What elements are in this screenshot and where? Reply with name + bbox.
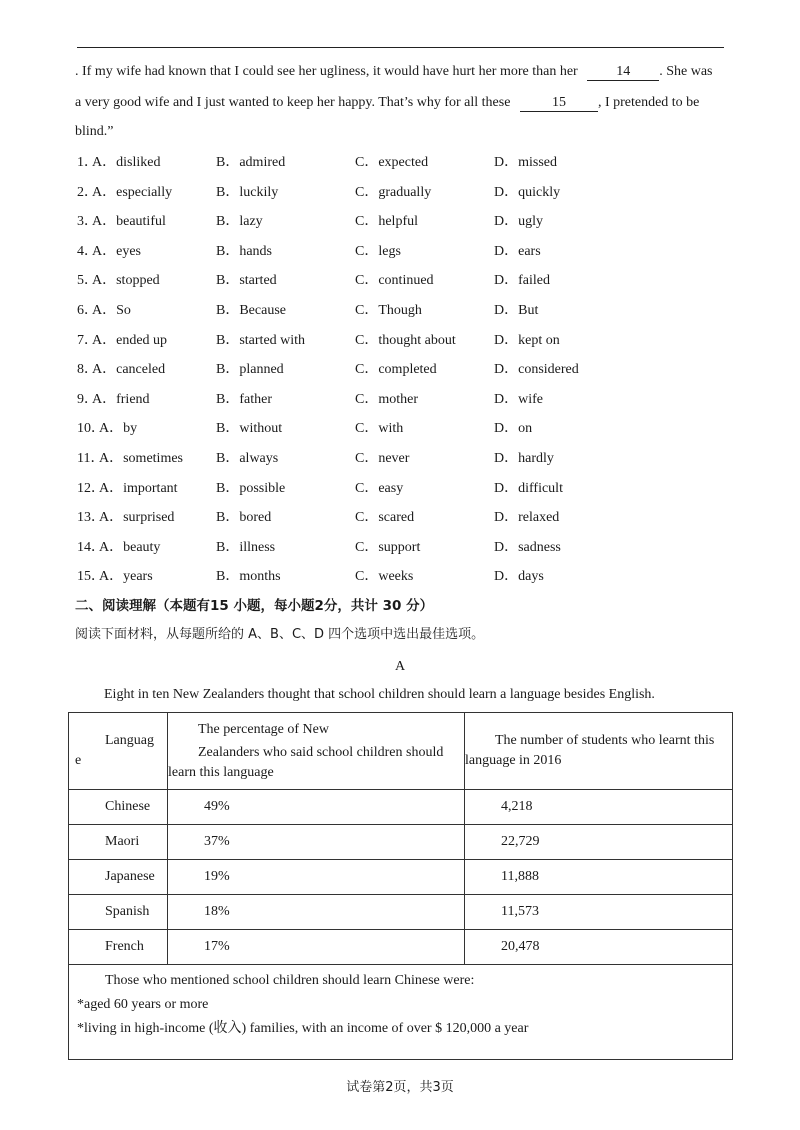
header-percentage-line-1: The percentage of New <box>198 721 329 737</box>
option-c: C．helpful <box>355 214 418 230</box>
cell-percent: 49% <box>168 790 465 825</box>
option-b: B．father <box>216 391 272 407</box>
option-c: C．never <box>355 451 410 466</box>
question-row <box>77 538 717 558</box>
cell-language: Spanish <box>69 895 168 930</box>
option-d: D．But <box>494 303 539 318</box>
option-d: D．hardly <box>494 451 554 466</box>
option-c: C．weeks <box>355 569 414 585</box>
option-c: C．continued <box>355 273 434 289</box>
option-c: C．legs <box>355 243 401 259</box>
option-a: A．years <box>99 569 153 585</box>
question-row <box>77 508 717 528</box>
table-row <box>69 930 733 965</box>
cell-students: 20,478 <box>465 930 733 965</box>
option-d: D．considered <box>494 362 579 378</box>
table-note-row <box>69 965 733 1060</box>
question-row <box>77 390 717 410</box>
option-b: B．lazy <box>216 214 263 230</box>
question-number: 5． <box>77 273 98 289</box>
passage-line-3: blind.” <box>75 124 114 139</box>
question-row <box>77 153 717 173</box>
question-number: 7． <box>77 332 98 348</box>
header-percentage <box>168 713 465 790</box>
cell-language: French <box>69 930 168 965</box>
option-b: B．hands <box>216 243 272 259</box>
option-b: B．luckily <box>216 184 279 200</box>
table-row <box>69 790 733 825</box>
option-c: C．gradually <box>355 184 432 200</box>
cell-percent: 18% <box>168 895 465 930</box>
option-b: B．without <box>216 421 283 437</box>
option-d: D．sadness <box>494 539 561 555</box>
option-a: A．important <box>99 480 178 496</box>
question-number: 3． <box>77 214 98 230</box>
passage-intro: Eight in ten New Zealanders thought that school children should learn a language besides English. <box>104 687 655 702</box>
cell-students: 11,888 <box>465 860 733 895</box>
note-line-3: *living in high-income (收入) families, with an income of over $ 120,000 a year <box>77 1021 529 1036</box>
option-c: C．scared <box>355 510 415 526</box>
option-a: A．disliked <box>92 155 161 170</box>
option-a: A．canceled <box>92 362 166 378</box>
option-a: A．surprised <box>99 510 175 526</box>
option-d: D．quickly <box>494 184 561 200</box>
option-c: C．thought about <box>355 332 456 348</box>
option-a: A．beauty <box>99 539 161 555</box>
option-d: D．on <box>494 421 533 437</box>
option-c: C．Though <box>355 303 422 318</box>
note-line-2: *aged 60 years or more <box>77 997 209 1012</box>
top-rule <box>77 47 724 48</box>
option-d: D．relaxed <box>494 510 560 526</box>
note-line-1: Those who mentioned school children should learn Chinese were: <box>105 973 475 988</box>
option-a: A．eyes <box>92 243 141 259</box>
option-a: A．beautiful <box>92 214 166 230</box>
option-b: B．planned <box>216 362 284 378</box>
passage-line-2 <box>75 93 725 113</box>
option-d: D．difficult <box>494 480 563 496</box>
option-a: A．especially <box>92 184 173 200</box>
question-number: 8． <box>77 362 98 378</box>
question-number: 11． <box>77 451 105 466</box>
header-percentage-line-2: Zealanders who said school children should <box>198 744 444 760</box>
question-row <box>77 212 717 232</box>
passage-line-2-pre: a very good wife and I just wanted to keep her happy. That’s why for all these <box>75 95 511 110</box>
language-table <box>68 712 733 1060</box>
cell-students: 11,573 <box>465 895 733 930</box>
table-note <box>69 965 733 1060</box>
question-number: 9． <box>77 391 98 407</box>
question-number: 4． <box>77 243 98 259</box>
cell-percent: 17% <box>168 930 465 965</box>
table-row <box>69 895 733 930</box>
option-b: B．months <box>216 569 281 585</box>
option-a: A．sometimes <box>99 451 183 466</box>
option-b: B．illness <box>216 539 276 555</box>
cell-language: Japanese <box>69 860 168 895</box>
option-c: C．completed <box>355 362 437 378</box>
blank-15: 15 <box>520 95 598 112</box>
question-row <box>77 301 717 321</box>
question-number: 14． <box>77 539 105 555</box>
passage-line-2-post: , I pretended to be <box>597 95 700 110</box>
question-row <box>77 360 717 380</box>
cell-language: Maori <box>69 825 168 860</box>
cell-students: 22,729 <box>465 825 733 860</box>
question-row <box>77 567 717 587</box>
option-d: D．ears <box>494 243 541 259</box>
option-d: D．days <box>494 569 544 585</box>
option-c: C．mother <box>355 391 418 407</box>
question-row <box>77 242 717 262</box>
question-row <box>77 331 717 351</box>
question-number: 13． <box>77 510 105 526</box>
blank-14: 14 <box>587 64 659 81</box>
cell-percent: 37% <box>168 825 465 860</box>
question-number: 1． <box>77 155 98 170</box>
header-language-part-1: Languag <box>105 733 154 748</box>
option-c: C．with <box>355 421 404 437</box>
option-b: B．always <box>216 451 279 466</box>
question-number: 15． <box>77 569 105 585</box>
header-students-line-1: The number of students who learnt this <box>495 733 715 748</box>
question-number: 10． <box>77 421 105 437</box>
header-students-line-2: language in 2016 <box>465 753 562 768</box>
question-number: 12． <box>77 480 105 496</box>
passage-line-1-pre: . If my wife had known that I could see her ugliness, it would have hurt her more than her <box>75 64 578 79</box>
cell-students: 4,218 <box>465 790 733 825</box>
option-b: B．possible <box>216 480 286 496</box>
header-students <box>465 713 733 790</box>
option-d: D．failed <box>494 273 550 289</box>
header-percentage-line-3: learn this language <box>168 764 274 780</box>
section-instruction: 阅读下面材料，从每题所给的 A、B、C、D 四个选项中选出最佳选项。 <box>75 627 485 642</box>
section-title: 二、阅读理解（本题有15 小题，每小题2分，共计 30 分） <box>75 598 434 614</box>
option-d: D．missed <box>494 155 557 170</box>
question-number: 6． <box>77 303 98 318</box>
passage-letter: A <box>394 659 406 674</box>
cell-language: Chinese <box>69 790 168 825</box>
option-d: D．ugly <box>494 214 543 230</box>
option-b: B．admired <box>216 155 286 170</box>
table-header-row <box>69 713 733 790</box>
header-language-part-2: e <box>75 753 82 768</box>
option-b: B．started with <box>216 332 306 348</box>
question-row <box>77 183 717 203</box>
option-a: A．friend <box>92 391 150 407</box>
option-b: B．Because <box>216 303 286 318</box>
option-d: D．kept on <box>494 332 560 348</box>
option-a: A．ended up <box>92 332 168 348</box>
option-a: A．by <box>99 421 138 437</box>
option-b: B．bored <box>216 510 272 526</box>
question-row <box>77 479 717 499</box>
passage-line-1 <box>75 62 725 82</box>
cell-percent: 19% <box>168 860 465 895</box>
table-row <box>69 825 733 860</box>
option-c: C．easy <box>355 480 404 496</box>
page-footer: 试卷第2页，共3页 <box>346 1080 454 1095</box>
passage-line-1-post: . She was <box>659 64 713 79</box>
question-row <box>77 419 717 439</box>
question-row <box>77 271 717 291</box>
option-a: A．So <box>92 303 131 318</box>
option-b: B．started <box>216 273 277 289</box>
option-d: D．wife <box>494 391 543 407</box>
option-c: C．expected <box>355 155 429 170</box>
option-a: A．stopped <box>92 273 160 289</box>
header-language <box>69 713 168 790</box>
table-row <box>69 860 733 895</box>
option-c: C．support <box>355 539 421 555</box>
question-row <box>77 449 717 469</box>
question-number: 2． <box>77 184 98 200</box>
